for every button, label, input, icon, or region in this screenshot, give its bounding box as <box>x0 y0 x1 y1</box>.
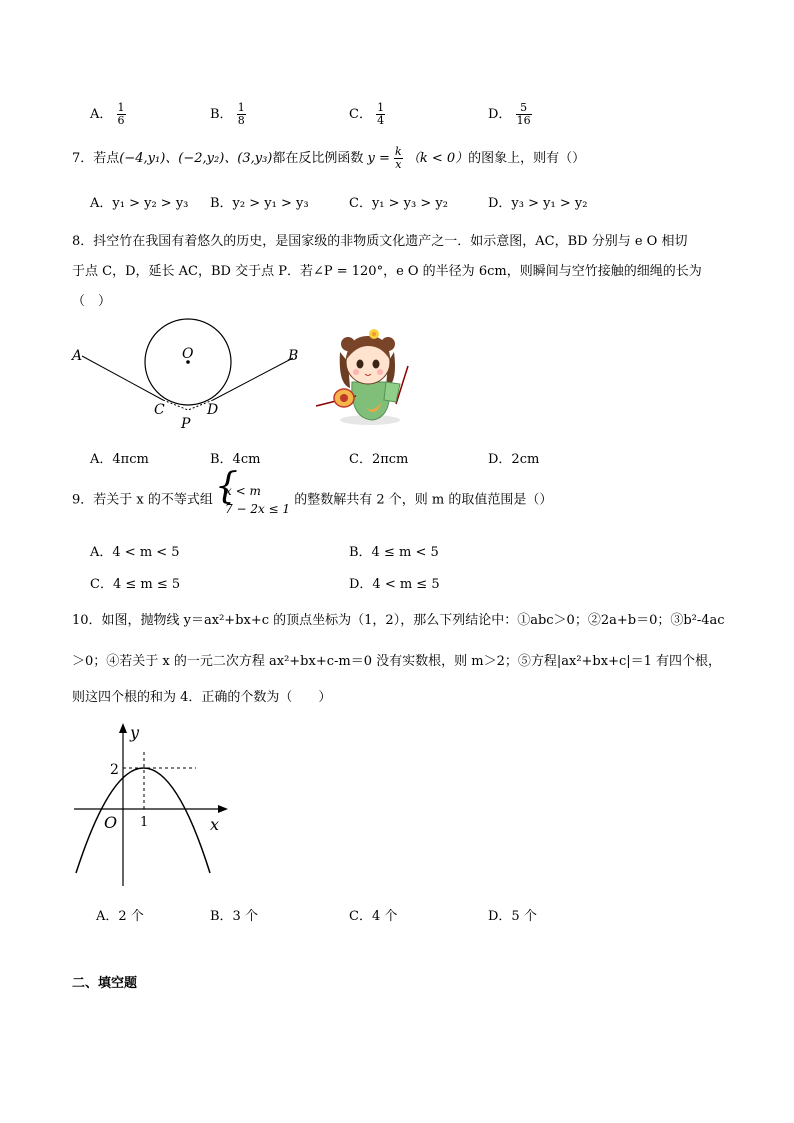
q10-line3: 则这四个根的和为 4．正确的个数为（ ） <box>72 690 332 705</box>
q8-option-a: A．4πcm <box>90 452 149 467</box>
label-x: x <box>210 815 220 834</box>
q8-line1: 8．抖空竹在我国有着悠久的历史，是国家级的非物质文化遗产之一．如示意图，AC，BD 分别与 e O 相切 <box>72 234 688 249</box>
q10-option-b: B．3 个 <box>210 909 258 924</box>
q8-line2: 于点 C，D，延长 AC，BD 交于点 P．若∠P = 120°，e O 的半径为 6cm，则瞬间与空竹接触的细绳的长为 <box>72 264 702 279</box>
q7-option-c: C．y₁ > y₃ > y₂ <box>349 196 448 211</box>
q8-option-b: B．4cm <box>210 452 261 467</box>
q10-option-d: D．5 个 <box>488 909 537 924</box>
fraction: $\frac{1}{8}$ <box>237 101 245 127</box>
label-c: C <box>154 402 165 418</box>
q6-option-b: B． $\frac{1}{8}$ <box>210 101 245 127</box>
label-y: y <box>130 723 140 742</box>
label-d: D <box>207 402 219 418</box>
x-axis-arrow <box>218 805 228 813</box>
section-title: 二、填空题 <box>72 976 138 991</box>
q7-option-b: B．y₂ > y₁ > y₃ <box>210 196 309 211</box>
label-origin: O <box>104 813 118 832</box>
q8-option-c: C．2πcm <box>349 452 409 467</box>
q7-option-d: D．y₃ > y₁ > y₂ <box>488 196 588 211</box>
q6-option-d: D． $\frac{5}{16}$ <box>488 101 531 127</box>
fraction: $\frac{k}{x}$ <box>395 145 402 171</box>
parabola-graph <box>68 720 238 890</box>
q9-option-c: C．4 ≤ m ≤ 5 <box>90 577 181 592</box>
q10-option-c: C．4 个 <box>349 909 398 924</box>
inequality-system: { x < m 7 − 2x ≤ 1 <box>217 482 290 518</box>
q9-option-a: A．4 < m < 5 <box>90 545 180 560</box>
q9-stem: 9．若关于 x 的不等式组 { x < m 7 − 2x ≤ 1 的整数解共有 2 个，则 m 的取值范围是（） <box>72 482 552 518</box>
fraction: $\frac{1}{4}$ <box>377 101 385 127</box>
q10-line1: 10．如图，抛物线 y＝ax²+bx+c 的顶点坐标为（1，2），那么下列结论中：①abc＞0；②2a+b＝0；③b²-4ac <box>72 613 725 628</box>
q10-line2: ＞0；④若关于 x 的一元二次方程 ax²+bx+c-m＝0 没有实数根，则 m＞2；⑤方程|ax²+bx+c|＝1 有四个根， <box>72 654 722 669</box>
q6-option-c: C． $\frac{1}{4}$ <box>349 101 385 127</box>
label-y-value: 2 <box>110 762 119 778</box>
fraction: $\frac{1}{6}$ <box>117 101 125 127</box>
fraction: $\frac{5}{16}$ <box>516 101 531 127</box>
tangent-circle-diagram <box>68 318 318 438</box>
q9-option-d: D．4 < m ≤ 5 <box>349 577 440 592</box>
q8-line3: （ ） <box>72 294 112 309</box>
label-a: A <box>72 348 83 364</box>
label-b: B <box>288 348 299 364</box>
y-axis-arrow <box>119 723 127 733</box>
q10-option-a: A．2 个 <box>96 909 144 924</box>
string-ac <box>82 356 163 400</box>
string-bd <box>213 358 293 400</box>
diabolo-girl-illustration <box>312 322 416 428</box>
q7-stem: 7．若点(−4,y₁)、(−2,y₂)、(3,y₃)都在反比例函数 y = $\frac{k}{x}$ （k < 0）的图象上，则有（） <box>72 145 586 171</box>
q8-option-d: D．2cm <box>488 452 540 467</box>
q7-option-a: A．y₁ > y₂ > y₃ <box>90 196 189 211</box>
label-x-value: 1 <box>140 815 149 830</box>
label-o: O <box>182 346 194 362</box>
q9-option-b: B．4 ≤ m < 5 <box>349 545 439 560</box>
label-p: P <box>181 416 191 432</box>
q6-option-a: A． $\frac{1}{6}$ <box>90 101 125 127</box>
